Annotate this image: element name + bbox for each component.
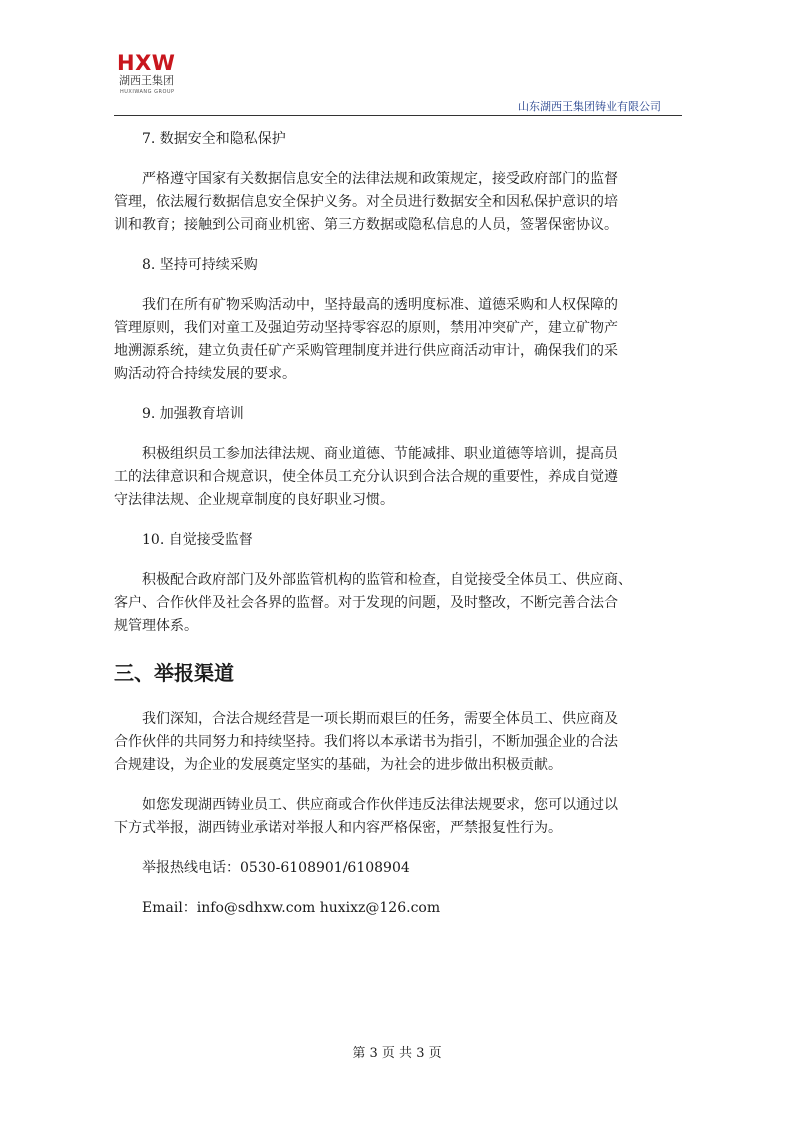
- company-logo: [117, 52, 197, 96]
- paragraph-line: 管理，依法履行数据信息安全保护义务。对全员进行数据安全和因私保护意识的培: [114, 194, 618, 210]
- section-8-paragraph: [114, 294, 688, 386]
- logo-english-name: HUXIWANG GROUP: [120, 89, 175, 95]
- section-9-title: 9. 加强教育培训: [142, 406, 244, 422]
- hotline-text: 举报热线电话：0530-6108901/6108904: [142, 860, 410, 876]
- email-text: Email：info@sdhxw.com huxixz@126.com: [142, 900, 441, 916]
- paragraph-line: 训和教育；接触到公司商业机密、第三方数据或隐私信息的人员，签署保密协议。: [114, 217, 618, 233]
- paragraph-line: 合作伙伴的共同努力和持续坚持。我们将以本承诺书为指引，不断加强企业的合法: [114, 734, 618, 750]
- page-content: [114, 116, 688, 920]
- paragraph-line: 地溯源系统，建立负责任矿产采购管理制度并进行供应商活动审计，确保我们的采: [114, 343, 618, 359]
- logo-chinese-name: 湖西王集团: [119, 74, 174, 87]
- reporting-intro-paragraph: [114, 708, 688, 777]
- section-9-paragraph: [114, 443, 688, 512]
- logo-letters: HXW: [117, 51, 176, 75]
- paragraph-line: 积极配合政府部门及外部监管机构的监管和检查，自觉接受全体员工、供应商、: [142, 572, 632, 588]
- paragraph-line: 合规建设，为企业的发展奠定坚实的基础，为社会的进步做出积极贡献。: [114, 757, 562, 773]
- section-8-title: 8. 坚持可持续采购: [142, 257, 258, 273]
- paragraph-line: 客户、合作伙伴及社会各界的监督。对于发现的问题，及时整改，不断完善合法合: [114, 595, 618, 611]
- paragraph-line: 购活动符合持续发展的要求。: [114, 366, 296, 382]
- section-7-title: 7. 数据安全和隐私保护: [142, 131, 286, 147]
- paragraph-line: 我们深知，合法合规经营是一项长期而艰巨的任务，需要全体员工、供应商及: [142, 711, 618, 727]
- paragraph-line: 管理原则，我们对童工及强迫劳动坚持零容忍的原则，禁用冲突矿产，建立矿物产: [114, 320, 618, 336]
- paragraph-line: 规管理体系。: [114, 618, 198, 634]
- paragraph-line: 积极组织员工参加法律法规、商业道德、节能减排、职业道德等培训，提高员: [142, 446, 618, 462]
- paragraph-line: 严格遵守国家有关数据信息安全的法律法规和政策规定，接受政府部门的监督: [142, 171, 618, 187]
- reporting-method-paragraph: [114, 794, 688, 840]
- page-number: 第 3 页 共 3 页: [352, 1046, 442, 1061]
- section-10-title: 10. 自觉接受监督: [142, 532, 253, 548]
- section-7-paragraph: [114, 168, 688, 237]
- section-heading-reporting-channels: 三、举报渠道: [114, 661, 234, 685]
- header-company-name: 山东湖西王集团铸业有限公司: [518, 100, 661, 113]
- paragraph-line: 如您发现湖西铸业员工、供应商或合作伙伴违反法律法规要求，您可以通过以: [142, 797, 618, 813]
- paragraph-line: 守法律法规、企业规章制度的良好职业习惯。: [114, 492, 394, 508]
- paragraph-line: 我们在所有矿物采购活动中，坚持最高的透明度标准、道德采购和人权保障的: [142, 297, 618, 313]
- paragraph-line: 下方式举报，湖西铸业承诺对举报人和内容严格保密，严禁报复性行为。: [114, 820, 562, 836]
- section-10-paragraph: [114, 569, 688, 638]
- paragraph-line: 工的法律意识和合规意识，使全体员工充分认识到合法合规的重要性，养成自觉遵: [114, 469, 618, 485]
